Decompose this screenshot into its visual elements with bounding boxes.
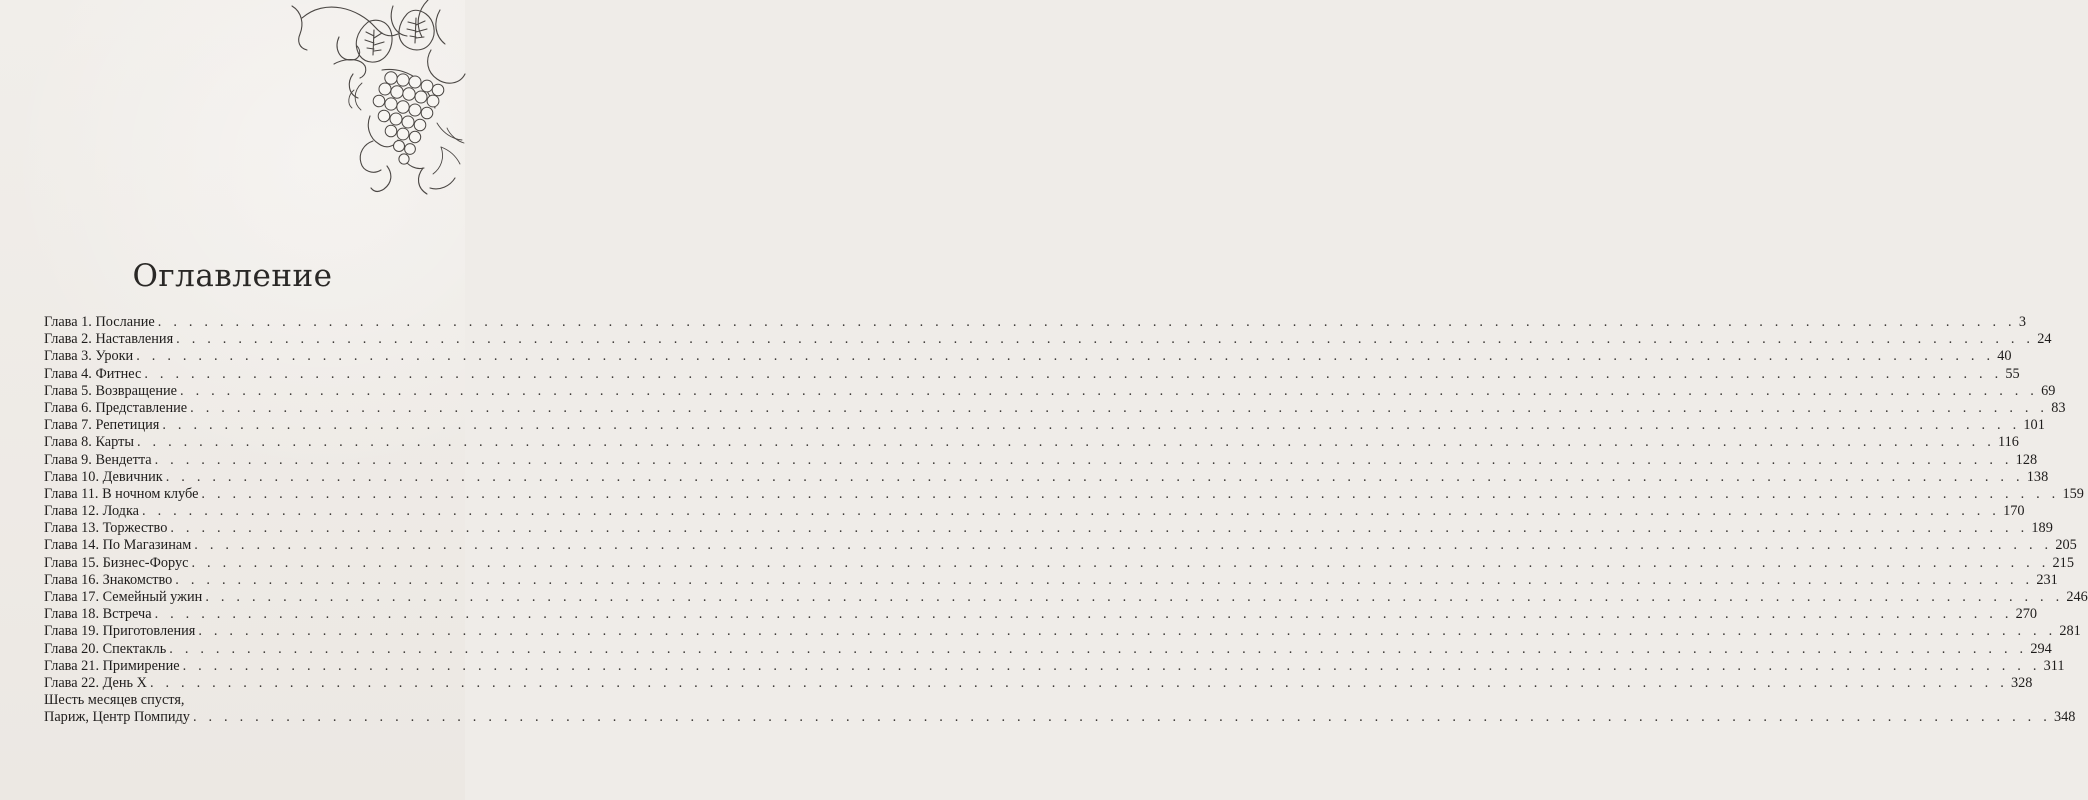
toc-entry bbox=[44, 623, 2081, 640]
toc-leader-dots: . . . . . . . . . . . . . . . . . . . . . . . . . . . . . . . . . . . . . . . . . . . . . . . . . . . . . . . . . . . . . . . . . . . . . . . . . . . . . . . . . . . . . . . . . . . . . . . . . . . . . . . . . . . . . . . . . . . . . . . . bbox=[182, 657, 2041, 674]
toc-entry bbox=[44, 554, 2074, 572]
toc-entry-page: 281 bbox=[2059, 623, 2081, 640]
toc-leader-dots: . . . . . . . . . . . . . . . . . . . . . . . . . . . . . . . . . . . . . . . . . . . . . . . . . . . . . . . . . . . . . . . . . . . . . . . . . . . . . . . . . . . . . . . . . . . . . . . . . . . . . . . . . . . . . . . . . . . . . . . . bbox=[136, 434, 1996, 451]
toc-entry-label: Глава 13. Торжество bbox=[44, 520, 168, 537]
toc-entry bbox=[44, 709, 2076, 726]
toc-entry-label: Глава 21. Примирение bbox=[44, 657, 180, 674]
toc-entry-page: 128 bbox=[2015, 451, 2038, 468]
toc-leader-dots: . . . . . . . . . . . . . . . . . . . . . . . . . . . . . . . . . . . . . . . . . . . . . . . . . . . . . . . . . . . . . . . . . . . . . . . . . . . . . . . . . . . . . . . . . . . . . . . . . . . . . . . . . . . . . . . . . . . . . . . . bbox=[180, 382, 2039, 399]
toc-entry bbox=[44, 537, 2077, 554]
toc-entry-label: Глава 6. Представление bbox=[44, 399, 188, 416]
toc-entry-label: Глава 3. Уроки bbox=[44, 348, 134, 365]
toc-leader-dots: . . . . . . . . . . . . . . . . . . . . . . . . . . . . . . . . . . . . . . . . . . . . . . . . . . . . . . . . . . . . . . . . . . . . . . . . . . . . . . . . . . . . . . . . . . . . . . . . . . . . . . . . . . . . . . . . . . . . . . . . bbox=[136, 348, 1995, 365]
toc-leader-dots: . . . . . . . . . . . . . . . . . . . . . . . . . . . . . . . . . . . . . . . . . . . . . . . . . . . . . . . . . . . . . . . . . . . . . . . . . . . . . . . . . . . . . . . . . . . . . . . . . . . . . . . . . . . . . . . . . . . . . . . . bbox=[170, 520, 2029, 537]
toc-leader-dots: . . . . . . . . . . . . . . . . . . . . . . . . . . . . . . . . . . . . . . . . . . . . . . . . . . . . . . . . . . . . . . . . . . . . . . . . . . . . . . . . . . . . . . . . . . . . . . . . . . . . . . . . . . . . . . . . . . . . . . . . bbox=[198, 623, 2057, 640]
toc-entry-page: 328 bbox=[2011, 674, 2033, 691]
toc-entry-label: Глава 12. Лодка bbox=[44, 503, 140, 520]
toc-entry-page: 40 bbox=[1997, 348, 2012, 365]
toc-leader-dots: . . . . . . . . . . . . . . . . . . . . . . . . . . . . . . . . . . . . . . . . . . . . . . . . . . . . . . . . . . . . . . . . . . . . . . . . . . . . . . . . . . . . . . . . . . . . . . . . . . . . . . . . . . . . . . . . . . . . . . . . bbox=[169, 640, 2028, 657]
toc-entry-page: 159 bbox=[2062, 485, 2084, 502]
toc-entry-page: 205 bbox=[2055, 537, 2077, 554]
toc-entry-page: 311 bbox=[2043, 657, 2065, 674]
toc-leader-dots: . . . . . . . . . . . . . . . . . . . . . . . . . . . . . . . . . . . . . . . . . . . . . . . . . . . . . . . . . . . . . . . . . . . . . . . . . . . . . . . . . . . . . . . . . . . . . . . . . . . . . . . . . . . . . . . . . . . . . . . . bbox=[142, 503, 2001, 520]
toc-entry-page: 101 bbox=[2023, 417, 2045, 434]
toc-entry bbox=[44, 382, 2056, 400]
toc-entry-label: Глава 16. Знакомство bbox=[44, 571, 173, 588]
toc-entry-page: 215 bbox=[2052, 554, 2074, 571]
toc-entry bbox=[44, 503, 2025, 520]
toc-leader-dots: . . . . . . . . . . . . . . . . . . . . . . . . . . . . . . . . . . . . . . . . . . . . . . . . . . . . . . . . . . . . . . . . . . . . . . . . . . . . . . . . . . . . . . . . . . . . . . . . . . . . . . . . . . . . . . . . . . . . . . . . bbox=[205, 589, 2064, 605]
toc-entry-label: Глава 1. Послание bbox=[44, 314, 155, 330]
toc-entry-label: Глава 19. Приготовления bbox=[44, 623, 196, 640]
toc-entry bbox=[44, 571, 2058, 589]
toc-entry bbox=[44, 657, 2065, 675]
toc-entry bbox=[44, 399, 2066, 417]
toc-entry-page: 348 bbox=[2053, 709, 2076, 726]
toc-leader-dots: . . . . . . . . . . . . . . . . . . . . . . . . . . . . . . . . . . . . . . . . . . . . . . . . . . . . . . . . . . . . . . . . . . . . . . . . . . . . . . . . . . . . . . . . . . . . . . . . . . . . . . . . . . . . . . . . . . . . . . . . bbox=[191, 554, 2050, 571]
toc-entry bbox=[44, 520, 2053, 537]
toc-leader-dots: . . . . . . . . . . . . . . . . . . . . . . . . . . . . . . . . . . . . . . . . . . . . . . . . . . . . . . . . . . . . . . . . . . . . . . . . . . . . . . . . . . . . . . . . . . . . . . . . . . . . . . . . . . . . . . . . . . . . . . . . bbox=[190, 399, 2049, 416]
toc-entry-label: Глава 10. Девичник bbox=[44, 468, 163, 485]
toc-entry bbox=[44, 468, 2049, 486]
toc-entry-page: 116 bbox=[1998, 434, 2019, 451]
toc-leader-dots: . . . . . . . . . . . . . . . . . . . . . . . . . . . . . . . . . . . . . . . . . . . . . . . . . . . . . . . . . . . . . . . . . . . . . . . . . . . . . . . . . . . . . . . . . . . . . . . . . . . . . . . . . . . . . . . . . . . . . . . . bbox=[144, 365, 2003, 382]
toc-entry-page: 170 bbox=[2003, 503, 2025, 520]
toc-leader-dots: . . . . . . . . . . . . . . . . . . . . . . . . . . . . . . . . . . . . . . . . . . . . . . . . . . . . . . . . . . . . . . . . . . . . . . . . . . . . . . . . . . . . . . . . . . . . . . . . . . . . . . . . . . . . . . . . . . . . . . . . bbox=[165, 468, 2024, 485]
toc-entry-page: 138 bbox=[2026, 468, 2049, 485]
toc-entry-label: Глава 14. По Магазинам bbox=[44, 537, 192, 554]
toc-leader-dots: . . . . . . . . . . . . . . . . . . . . . . . . . . . . . . . . . . . . . . . . . . . . . . . . . . . . . . . . . . . . . . . . . . . . . . . . . . . . . . . . . . . . . . . . . . . . . . . . . . . . . . . . . . . . . . . . . . . . . . . . bbox=[194, 537, 2053, 554]
toc-entry bbox=[44, 674, 2033, 692]
table-of-contents bbox=[44, 314, 2088, 727]
toc-entry-page: 55 bbox=[2005, 365, 2020, 382]
toc-entry bbox=[44, 485, 2084, 503]
toc-entry bbox=[44, 365, 2020, 383]
toc-entry-label: Глава 7. Репетиция bbox=[44, 417, 160, 434]
toc-entry-page: 24 bbox=[2037, 331, 2052, 348]
toc-entry-label: Глава 9. Вендетта bbox=[44, 451, 152, 468]
toc-leader-dots: . . . . . . . . . . . . . . . . . . . . . . . . . . . . . . . . . . . . . . . . . . . . . . . . . . . . . . . . . . . . . . . . . . . . . . . . . . . . . . . . . . . . . . . . . . . . . . . . . . . . . . . . . . . . . . . . . . . . . . . . bbox=[201, 485, 2060, 502]
toc-entry-label: Глава 17. Семейный ужин bbox=[44, 589, 203, 605]
toc-leader-dots: . . . . . . . . . . . . . . . . . . . . . . . . . . . . . . . . . . . . . . . . . . . . . . . . . . . . . . . . . . . . . . . . . . . . . . . . . . . . . . . . . . . . . . . . . . . . . . . . . . . . . . . . . . . . . . . . . . . . . . . . bbox=[176, 331, 2035, 348]
toc-entry bbox=[44, 451, 2038, 469]
toc-entry-label: Глава 5. Возвращение bbox=[44, 382, 178, 399]
toc-entry-label: Глава 20. Спектакль bbox=[44, 640, 167, 657]
toc-entry-label: Глава 22. День Х bbox=[44, 674, 147, 691]
page-title: Оглавление bbox=[132, 258, 333, 294]
toc-leader-dots: . . . . . . . . . . . . . . . . . . . . . . . . . . . . . . . . . . . . . . . . . . . . . . . . . . . . . . . . . . . . . . . . . . . . . . . . . . . . . . . . . . . . . . . . . . . . . . . . . . . . . . . . . . . . . . . . . . . . . . . . bbox=[154, 451, 2013, 468]
toc-leader-dots: . . . . . . . . . . . . . . . . . . . . . . . . . . . . . . . . . . . . . . . . . . . . . . . . . . . . . . . . . . . . . . . . . . . . . . . . . . . . . . . . . . . . . . . . . . . . . . . . . . . . . . . . . . . . . . . . . . . . . . . . bbox=[192, 709, 2051, 726]
toc-entry bbox=[44, 434, 2019, 451]
toc-entry-page: 231 bbox=[2036, 571, 2058, 588]
toc-entry-page: 189 bbox=[2031, 520, 2053, 537]
toc-leader-dots: . . . . . . . . . . . . . . . . . . . . . . . . . . . . . . . . . . . . . . . . . . . . . . . . . . . . . . . . . . . . . . . . . . . . . . . . . . . . . . . . . . . . . . . . . . . . . . . . . . . . . . . . . . . . . . . . . . . . . . . . bbox=[175, 571, 2034, 588]
toc-entry-page: 246 bbox=[2066, 589, 2088, 605]
toc-entry bbox=[44, 348, 2012, 365]
toc-entry-page: 3 bbox=[2018, 314, 2026, 330]
toc-entry bbox=[44, 417, 2045, 434]
toc-last-entry-line1: Шесть месяцев спустя, bbox=[44, 692, 185, 709]
toc-last-entry-line2: Париж, Центр Помпиду bbox=[44, 709, 190, 726]
toc-entry-label: Глава 18. Встреча bbox=[44, 606, 152, 623]
toc-entry-page: 270 bbox=[2015, 606, 2038, 623]
toc-entry-label: Глава 2. Наставления bbox=[44, 331, 174, 348]
toc-entry bbox=[44, 331, 2052, 348]
toc-entry-label: Глава 11. В ночном клубе bbox=[44, 485, 199, 502]
toc-leader-dots: . . . . . . . . . . . . . . . . . . . . . . . . . . . . . . . . . . . . . . . . . . . . . . . . . . . . . . . . . . . . . . . . . . . . . . . . . . . . . . . . . . . . . . . . . . . . . . . . . . . . . . . . . . . . . . . . . . . . . . . . bbox=[157, 314, 2016, 330]
toc-entry-page: 69 bbox=[2041, 382, 2056, 399]
toc-entry bbox=[44, 640, 2052, 658]
toc-entry-label: Глава 4. Фитнес bbox=[44, 365, 142, 382]
toc-entry-label: Глава 8. Карты bbox=[44, 434, 134, 451]
toc-entry-label: Глава 15. Бизнес-Форус bbox=[44, 554, 189, 571]
toc-leader-dots: . . . . . . . . . . . . . . . . . . . . . . . . . . . . . . . . . . . . . . . . . . . . . . . . . . . . . . . . . . . . . . . . . . . . . . . . . . . . . . . . . . . . . . . . . . . . . . . . . . . . . . . . . . . . . . . . . . . . . . . . bbox=[162, 417, 2021, 434]
toc-entry-page: 83 bbox=[2051, 399, 2066, 416]
toc-entry bbox=[44, 314, 2026, 331]
toc-entry bbox=[44, 606, 2038, 623]
toc-entry bbox=[44, 589, 2088, 606]
toc-entry-page: 294 bbox=[2030, 640, 2052, 657]
toc-leader-dots: . . . . . . . . . . . . . . . . . . . . . . . . . . . . . . . . . . . . . . . . . . . . . . . . . . . . . . . . . . . . . . . . . . . . . . . . . . . . . . . . . . . . . . . . . . . . . . . . . . . . . . . . . . . . . . . . . . . . . . . . bbox=[149, 674, 2008, 691]
toc-leader-dots: . . . . . . . . . . . . . . . . . . . . . . . . . . . . . . . . . . . . . . . . . . . . . . . . . . . . . . . . . . . . . . . . . . . . . . . . . . . . . . . . . . . . . . . . . . . . . . . . . . . . . . . . . . . . . . . . . . . . . . . . bbox=[154, 606, 2013, 623]
grape-vine-ornament-icon bbox=[290, 0, 465, 200]
